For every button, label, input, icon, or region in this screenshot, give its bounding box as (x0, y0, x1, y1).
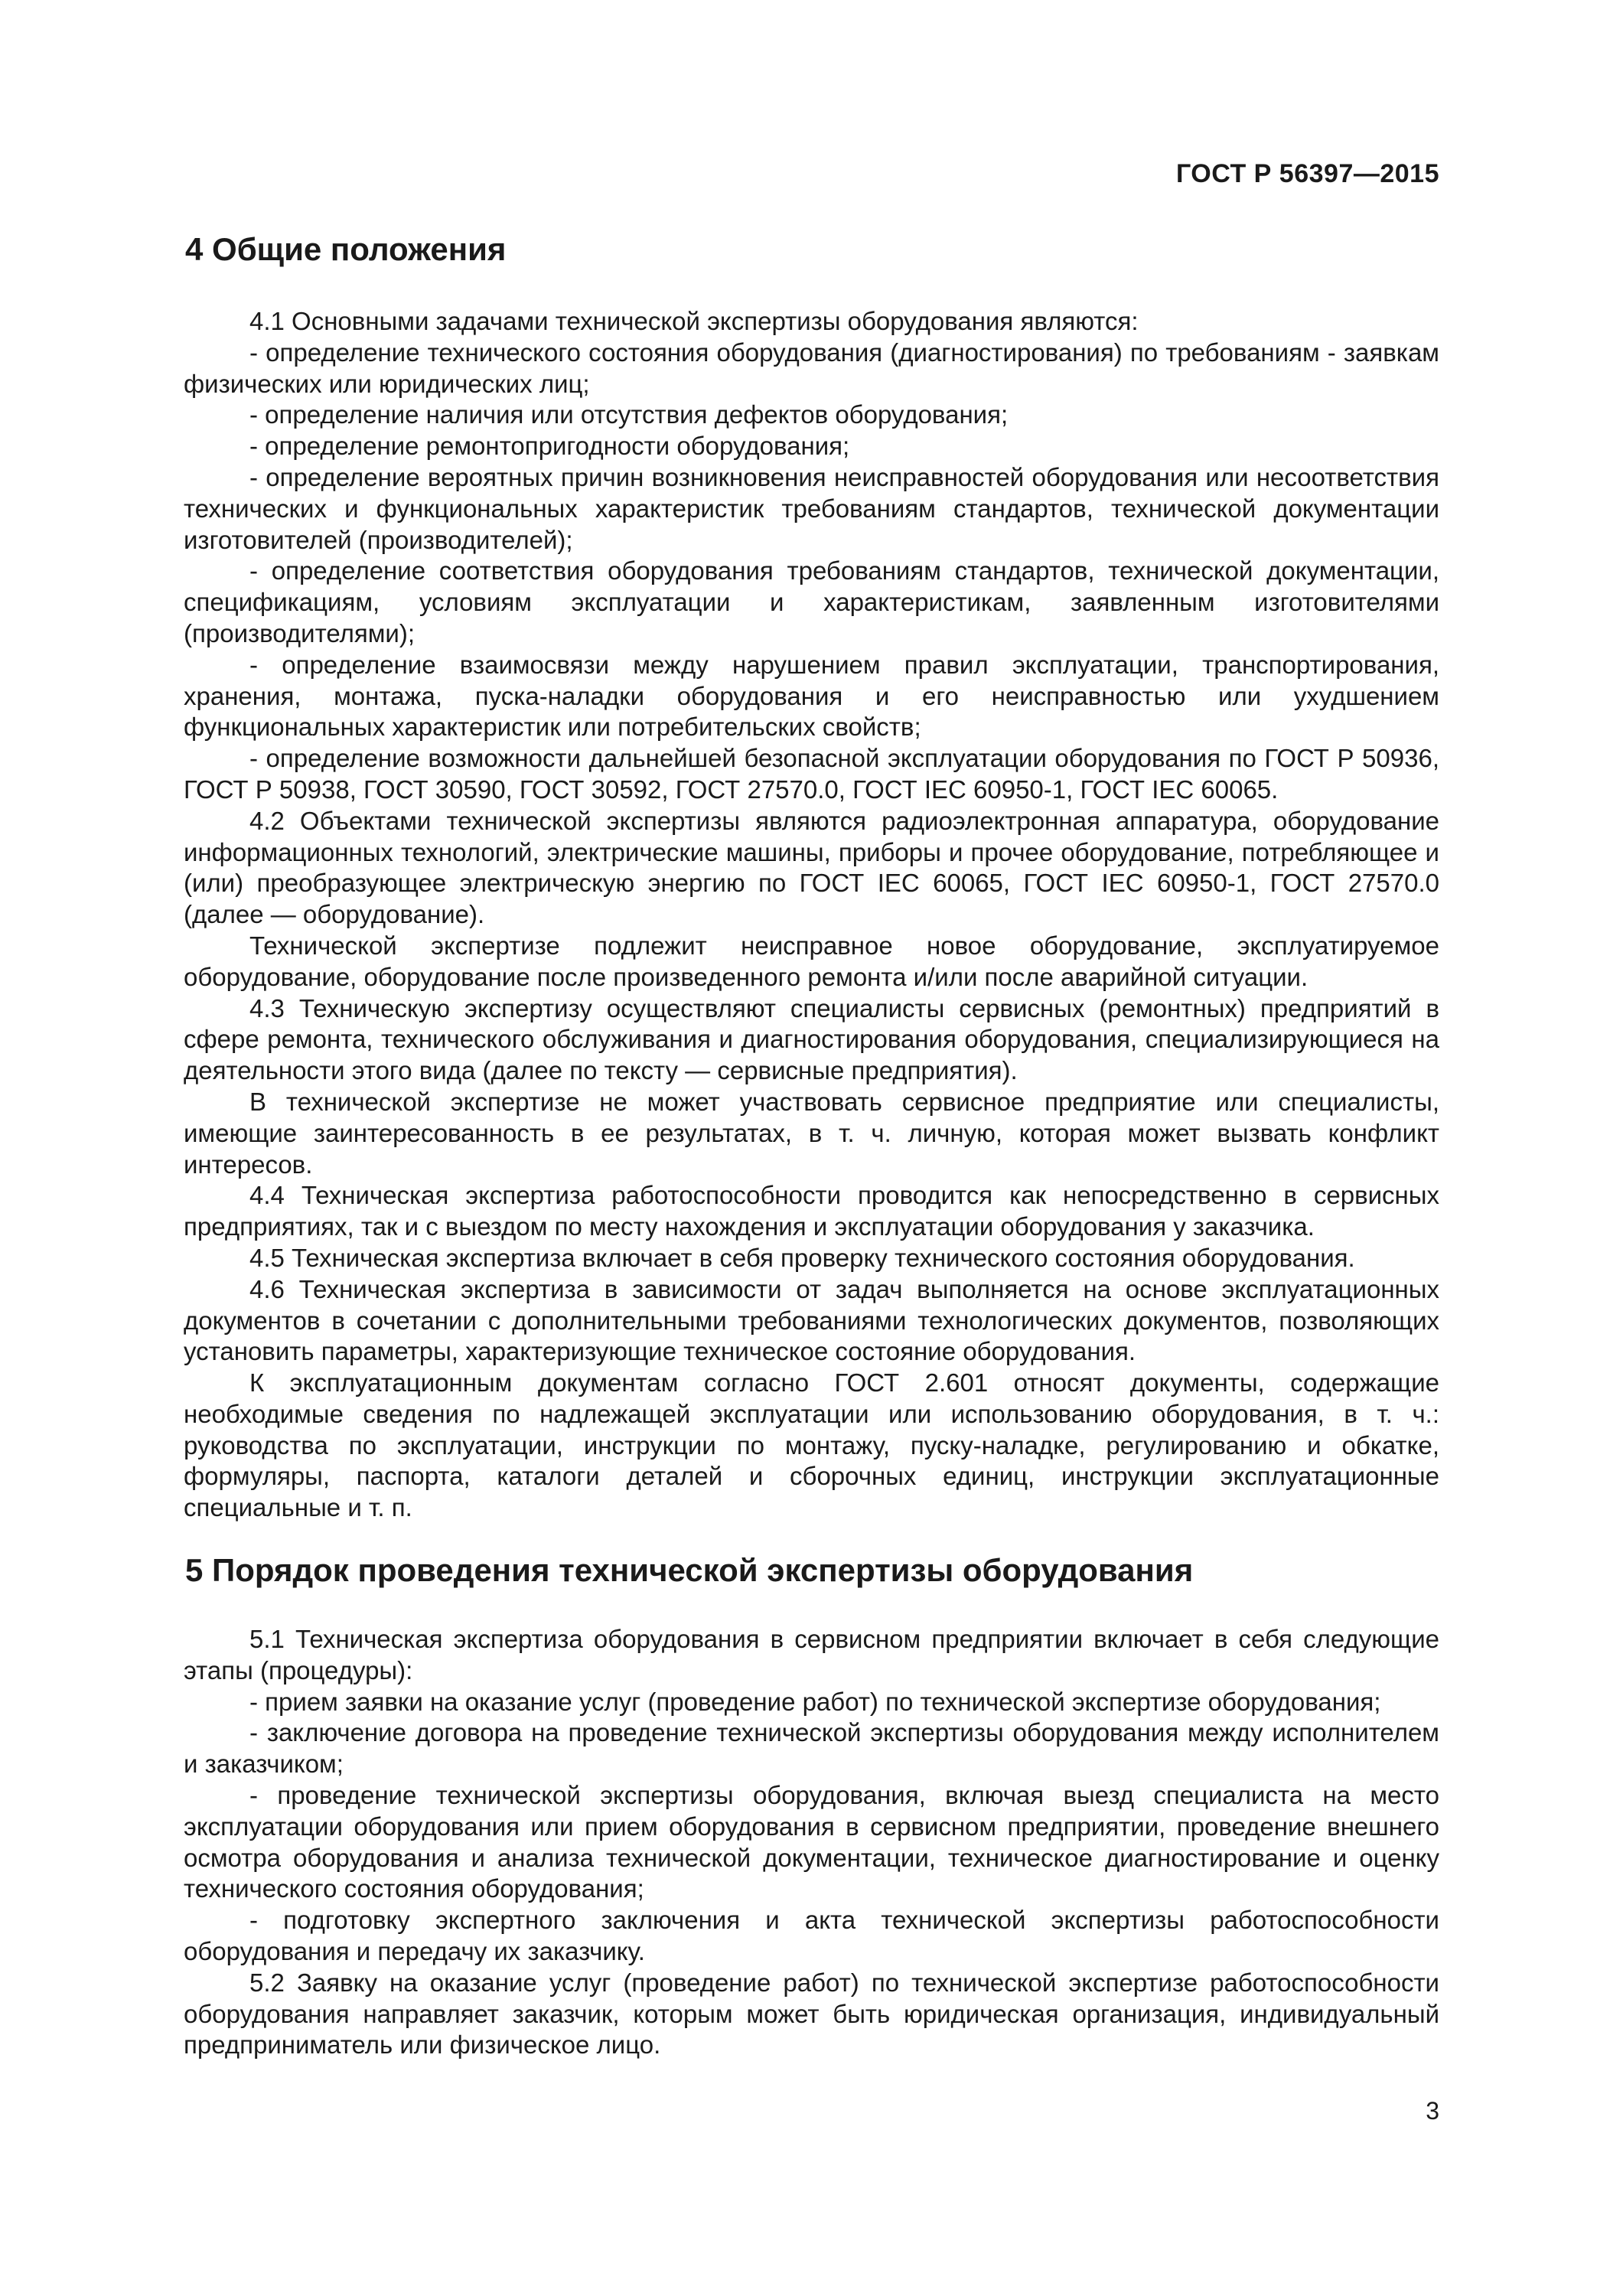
section-5-body (184, 1624, 1439, 2061)
paragraph: 4.4 Техническая экспертиза работоспособности проводится как непосредственно в сервисных предприятиях, так и с выездом по месту нахождения и эксплуатации оборудования у заказчика. (184, 1181, 1439, 1241)
list-item: - подготовку экспертного заключения и акта технической экспертизы работоспособности оборудования и передачу их заказчику. (184, 1906, 1439, 1965)
document-code: ГОСТ Р 56397—2015 (1175, 159, 1439, 188)
list-item: - определение ремонтопригодности оборудования; (249, 432, 850, 461)
paragraph: 5.1 Техническая экспертиза оборудования в сервисном предприятии включает в себя следующие этапы (процедуры): (184, 1625, 1439, 1684)
paragraph: 4.5 Техническая экспертиза включает в себя проверку технического состояния оборудования. (249, 1243, 1355, 1272)
paragraph: К эксплуатационным документам согласно ГОСТ 2.601 относят документы, содержащие необходимые сведения по надлежащей эксплуатации или использованию оборудования, в т. ч.: руководства по эксплуатации, инструкции по монтажу, пуску-наладке, регулированию и обкатке, формуляры, паспорта, каталоги деталей и сборочных единиц, инструкции эксплуатационные специальные и т. п. (184, 1368, 1439, 1522)
list-item: - заключение договора на проведение технической экспертизы оборудования между исполнителем и заказчиком; (184, 1718, 1439, 1779)
list-item: - проведение технической экспертизы оборудования, включая выезд специалиста на место эксплуатации оборудования или прием оборудования в сервисном предприятии, проведение внешнего осмотра оборудования и анализа технической документации, техническое диагностирование и оценку технического состояния оборудования; (184, 1780, 1439, 1903)
paragraph: 4.3 Техническую экспертизу осуществляют специалисты сервисных (ремонтных) предприятий в сфере ремонта, технического обслуживания и диагностирования оборудования, специализирующиеся на деятельности этого вида (далее по тексту — сервисные предприятия). (184, 993, 1439, 1085)
paragraph: Технической экспертизе подлежит неисправное новое оборудование, эксплуатируемое оборудование, оборудование после произведенного ремонта и/или после аварийной ситуации. (184, 931, 1439, 991)
list-item: - определение взаимосвязи между нарушением правил эксплуатации, транспортирования, хранения, монтажа, пуска-наладки оборудования и его неисправностью или ухудшением функциональных характеристик или потребительских свойств; (184, 650, 1439, 742)
list-item: - определение вероятных причин возникновения неисправностей оборудования или несоответствия технических и функциональных характеристик требованиям стандартов, технической документации изготовителей (производителей); (184, 462, 1439, 554)
section-5-heading: 5 Порядок проведения технической экспертизы оборудования (185, 1552, 1194, 1588)
list-item: - определение наличия или отсутствия дефектов оборудования; (249, 400, 1009, 429)
paragraph: 5.2 Заявку на оказание услуг (проведение работ) по технической экспертизе работоспособности оборудования направляет заказчик, которым может быть юридическая организация, индивидуальный предприниматель или физическое лицо. (184, 1968, 1439, 2060)
section-4-heading: 4 Общие положения (185, 231, 507, 267)
paragraph: 4.2 Объектами технической экспертизы являются радиоэлектронная аппаратура, оборудование информационных технологий, электрические машины, приборы и прочее оборудование, потребляющее и (или) преобразующее электрическую энергию по ГОСТ IEC 60065, ГОСТ IEC 60950-1, ГОСТ 27570.0 (далее — оборудование). (184, 806, 1439, 929)
list-item: - определение соответствия оборудования требованиям стандартов, технической документации, спецификациям, условиям эксплуатации и характеристикам, заявленным изготовителями (производителями); (184, 556, 1439, 647)
paragraph: 4.1 Основными задачами технической экспертизы оборудования являются: (249, 307, 1139, 335)
paragraph: В технической экспертизе не может участвовать сервисное предприятие или специалисты, имеющие заинтересованность в ее результатах, в т. ч. личную, которая может вызвать конфликт интересов. (184, 1087, 1439, 1179)
page-number: 3 (1426, 2097, 1439, 2125)
paragraph: 4.6 Техническая экспертиза в зависимости от задач выполняется на основе эксплуатационных документов в сочетании с дополнительными требованиями технологических документов, позволяющих установить параметры, характеризующие техническое состояние оборудования. (184, 1274, 1439, 1366)
list-item: - определение возможности дальнейшей безопасной эксплуатации оборудования по ГОСТ Р 50936, ГОСТ Р 50938, ГОСТ 30590, ГОСТ 30592, ГОСТ 27570.0, ГОСТ IEC 60950-1, ГОСТ IEC 60065. (184, 744, 1439, 804)
section-4-body (184, 306, 1439, 1524)
list-item: - определение технического состояния оборудования (диагностирования) по требованиям - заявкам физических или юридических лиц; (184, 338, 1439, 398)
list-item: - прием заявки на оказание услуг (проведение работ) по технической экспертизе оборудования; (249, 1687, 1381, 1716)
